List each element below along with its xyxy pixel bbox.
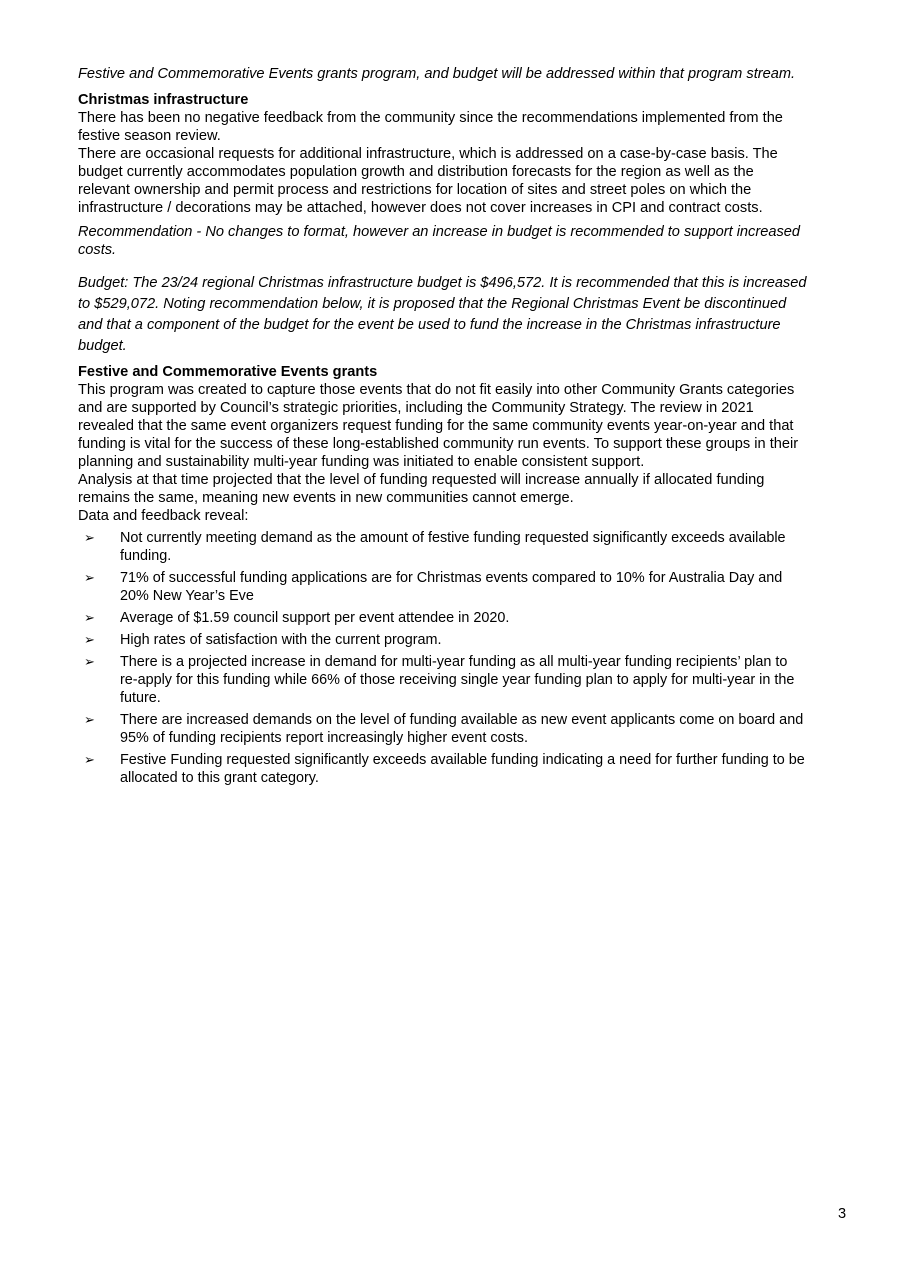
page-number: 3 [838,1206,847,1222]
list-item-text: High rates of satisfaction with the current program. [120,632,442,648]
list-item [84,569,808,605]
list-item [84,529,808,565]
festive-paragraph-2: Analysis at that time projected that the level of funding requested will increase annually if allocated funding remains the same, meaning new events in new communities cannot emerge. [78,472,765,506]
intro-paragraph: Festive and Commemorative Events grants program, and budget will be addressed within that program stream. [78,66,796,82]
list-item-text: 71% of successful funding applications are for Christmas events compared to 10% for Australia Day and 20% New Year’s Eve [120,570,783,604]
arrow-bullet-icon: ➢ [84,610,95,625]
arrow-bullet-icon: ➢ [84,752,95,767]
festive-paragraph-3: Data and feedback reveal: [78,508,249,524]
festive-paragraph-1: This program was created to capture those events that do not fit easily into other Community Grants categories and are supported by Council’s strategic priorities, including the Community Strategy. The review in 2021 revealed that the same event organizers request funding for the same community events year-on-year and that funding is vital for the success of these long-established community run events. To support these groups in their planning and sustainability multi-year funding was initiated to enable consistent support. [78,382,799,470]
list-item-text: There is a projected increase in demand for multi-year funding as all multi-year funding recipients’ plan to re-apply for this funding while 66% of those receiving single year funding plan to apply for multi-year in the future. [120,654,795,706]
arrow-bullet-icon: ➢ [84,570,95,585]
document-page [78,64,808,787]
arrow-bullet-icon: ➢ [84,530,95,545]
festive-grants-heading: Festive and Commemorative Events grants [78,364,378,380]
christmas-paragraph-2: There are occasional requests for additional infrastructure, which is addressed on a case-by-case basis. The budget currently accommodates population growth and distribution forecasts for the region as well as the relevant ownership and permit process and restrictions for location of sites and street poles on which the infrastructure / decorations may be attached, however does not cover increases in CPI and contract costs. [78,146,778,216]
list-item [84,751,808,787]
christmas-infrastructure-heading: Christmas infrastructure [78,92,249,108]
list-item [84,609,808,627]
arrow-bullet-icon: ➢ [84,654,95,669]
list-item-text: Average of $1.59 council support per event attendee in 2020. [120,610,510,626]
list-item [84,631,808,649]
list-item-text: Not currently meeting demand as the amount of festive funding requested significantly exceeds available funding. [120,530,786,564]
christmas-budget: Budget: The 23/24 regional Christmas infrastructure budget is $496,572. It is recommended that this is increased to $529,072. Noting recommendation below, it is proposed that the Regional Christmas Event be discontinued and that a component of the budget for the event be used to fund the increase in the Christmas infrastructure budget. [78,275,807,354]
list-item-text: Festive Funding requested significantly exceeds available funding indicating a need for further funding to be allocated to this grant category. [120,752,805,786]
arrow-bullet-icon: ➢ [84,712,95,727]
feedback-bullet-list [78,529,808,787]
christmas-recommendation: Recommendation - No changes to format, however an increase in budget is recommended to support increased costs. [78,224,800,258]
list-item [84,711,808,747]
list-item-text: There are increased demands on the level of funding available as new event applicants come on board and 95% of funding recipients report increasingly higher event costs. [120,712,804,746]
arrow-bullet-icon: ➢ [84,632,95,647]
christmas-paragraph-1: There has been no negative feedback from the community since the recommendations implemented from the festive season review. [78,110,783,144]
list-item [84,653,808,707]
